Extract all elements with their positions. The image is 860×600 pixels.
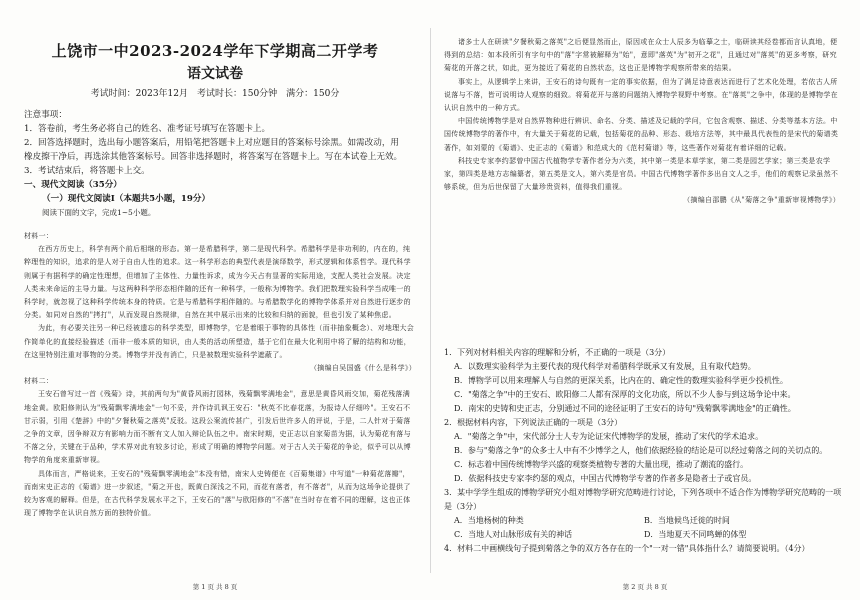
material-one xyxy=(24,230,416,575)
exam-subject: 语文试卷 xyxy=(187,66,243,82)
material-paragraph: 中国传统博物学是对自然界物种进行辨识、命名、分类、描述及记载的学问，它包含观察、描述、分类等基本方法。中国传统博物学的著作中，有大量关于菊花的记载，包括菊花的品种、形态、栽培方法等，其中最具代表性的是宋代的菊谱类著作，如刘蒙的《菊谱》、史正志的《菊谱》和范成大的《范村菊谱》等，这些著作对菊花有着详细的记载。 xyxy=(444,117,839,152)
notice-item: 3．考试结束后，将答题卡上交。 xyxy=(24,166,150,176)
question-option: A．当地杨树的种类 xyxy=(454,516,524,525)
notice-title: 注意事项： xyxy=(24,110,67,120)
material-source: （摘编自吴国盛《什么是科学》） xyxy=(310,364,416,373)
question-option: A．以数理实验科学为主要代表的现代科学对希腊科学既承又有发展，且有取代趋势。 xyxy=(454,362,756,371)
question-list xyxy=(444,346,844,556)
question-stem: 2．根据材料内容，下列说法正确的一项是（3分） xyxy=(444,418,623,427)
material-label: 材料一： xyxy=(24,232,54,240)
option-row xyxy=(444,528,844,542)
section-heading: 一、现代文阅读（35分） xyxy=(24,180,122,190)
page-number: 第 1 页 共 8 页 xyxy=(192,583,238,591)
question-option: D．依据科技史专家李约瑟的观点，中国古代博物学专著的作者多是隐者士子或官员。 xyxy=(454,474,757,483)
page-right xyxy=(430,0,860,600)
question-option: D．当地夏天不同鸣蝉的体型 xyxy=(644,530,747,539)
material-paragraph: 具体而言，严格说来，王安石的"残菊飘零满地金"本没有错，南宋人史铸便在《百菊集谱》中写道"一种菊花落瓣"，而南宋史正志的《菊谱》进一步叙述，"菊之开也，既黄白深浅之不同，而花有落者，有不落者"，从而为这场争论提供了较为客观的解释。但是，在古代科学发展水平之下，王安石的"落"与欧阳修的"不落"在当时存在着不同的理解，这也正体现了博物学在认识自然方面的独特价值。 xyxy=(24,469,411,518)
exam-info: 考试时间：2023年12月 考试时长：150分钟 满分：150分 xyxy=(90,89,340,99)
material-paragraph: 在西方历史上，科学有两个前后相继的形态。第一是希腊科学，第二是现代科学。希腊科学是非功利的，内在的，纯粹理性的知识，追求的是人对于自由人性的追求。这一科学形态的典型代表是演绎数学，形式逻辑和体系哲学。现代科学则属于有据科学的确定性理想，但增加了主体性、力量性诉求，成为今天占有显著的实际用途，支配人类社会发展。决定人类未来命运的主导力量。与这两种科学形态相伴随的还有一种科学，一般称为博物学。我们把数理实验科学当成唯一的科学时，就忽视了这种科学传统本身的特质。它是与希腊科学相伴随的。与希腊数学化的博物学体系并对自然进行逐步的分类。如同对自然的"拷打"，从而发现自然规律，自然在其中展示出来的比较和归纳的面貌，但也引发了某种焦虑。 xyxy=(24,245,411,320)
material-paragraph: 诸多士人在研读"夕餐秋菊之落英"之后便显然而止，原因或在众士人辰多为临摹之士，临研读其经卷都而言认真地，便得到的总结：如本段所引有字句中的"落"字常被解释为"始"，意即"落英"为"初开之花"，且通过对"落英"的更多考察，研究菊花的开落之状，如此，更为接近了菊花的自然状态，这也正是博物学观察所带来的结果。 xyxy=(444,38,838,73)
option-row xyxy=(444,514,844,528)
question-stem: 3．某中学学生组成的博物学研究小组对博物学研究范畴进行讨论，下列各项中不适合作为博物学研究范畴的一项是（3分） xyxy=(444,488,842,511)
question-option: B．参与"菊落之争"的众多士人中有不少博学之人，他们依据经验的结论是可以经过菊落之问的关切点的。 xyxy=(454,446,828,455)
material-paragraph: 王安石曾写过一首《残菊》诗，其前两句为"黄昏风雨打园林，残菊飘零满地金"，意思是黄昏风雨交加，菊花残落满地金黄。欧阳修则认为"残菊飘零满地金"一句不妥，并作诗讥讽王安石："秋英不比春花落，为报诗人仔细吟"。王安石不甘示弱，引用《楚辞》中的"夕餐秋菊之落英"反驳。这段公案流传甚广，引发后世许多人的评说，于是，二人针对于菊落之争的文章，因争辩双方有影响力而不断有文人加入辩论队伍之中。南宋时期，史正志以自家菊苗为据，认为菊花有落与不落之分，关键在于品种，学术界对此有较多讨论，形成了明确的博物学问题。对于古人关于菊花的争论，似乎可以从博物学的角度来重新审视。 xyxy=(24,390,411,465)
question-option: B．当地候鸟迁徙的时间 xyxy=(644,516,730,525)
question-stem: 4．材料二中画横线句子提到菊落之争的双方各存在的一个"一对一错"具体指什么？请简要说明。（4分） xyxy=(444,544,810,553)
notices xyxy=(24,108,416,220)
material-source: （摘编自邵鹏《从"菊落之争"重新审视博物学》） xyxy=(683,196,840,205)
notice-item: 1．答卷前，考生务必将自己的姓名、准考证号填写在答题卡上。 xyxy=(24,124,271,134)
material-paragraph: 科技史专家李约瑟曾中国古代植物学专著作者分为六类，其中第一类是本草学家，第二类是园艺学家；第三类是农学家，第四类是地方志编纂者，第五类是文人，第六类是官员。中国古代博物学著作多出自文人之手，他们的观察记录虽然不够系统，但为后世保留了大量珍贵资料，值得我们重视。 xyxy=(444,156,839,192)
exam-title: 上饶市一中2023-2024学年下学期高二开学考 xyxy=(51,42,379,60)
page-number: 第 2 页 共 8 页 xyxy=(622,583,668,591)
question-stem: 1．下列对材料相关内容的理解和分析，不正确的一项是（3分） xyxy=(444,348,671,357)
material-paragraph: 为此，有必要关注另一种已经被遗忘的科学类型，即博物学，它是着眼于事物的具体性（而非抽象概念）、对地理大会作简单化的直接经验描述（而非一般本质的知识，由人类的活动所塑造，基于它们在最大化利用中将了解的结构和功能，在这里特别注重对事物的分类。博物学并没有消亡，只是被数理实验科学遮蔽了。 xyxy=(24,324,415,359)
question-option: D．南宋的史铸和史正志，分别通过不同的途径证明了王安石的诗句"残菊飘零满地金"的正确性。 xyxy=(454,404,796,413)
material-two-continued xyxy=(444,36,840,336)
instruction: 阅读下面的文字，完成1~5小题。 xyxy=(42,208,156,217)
material-label: 材料二： xyxy=(24,377,54,386)
question-option: C．"菊落之争"中的王安石、欧阳修二人都有深厚的文化功底，所以不少人参与到这场争论中来。 xyxy=(454,390,796,399)
question-option: C．当地人对山脉形成有关的神话 xyxy=(454,530,573,539)
notice-item: 橡皮擦干净后，再选涂其他答案标号。回答非选择题时，将答案写在答题卡上。写在本试卷上无效。 xyxy=(24,152,403,162)
material-paragraph: 事实上，从逻辑学上来讲，王安石的诗句既有一定的事实依据，但为了满足诗意表达而进行了艺术化处理，若依古人所说落与不落，皆可说明诗人观察的细致。将菊花开与落的问题纳入博物学视野中考察。在"落英"之争中，体现的是博物学在认识自然中的一种方式。 xyxy=(444,77,838,113)
question-option: A．"菊落之争"中，宋代部分士人专为论证宋代博物学的发展，推动了宋代的学术追求。 xyxy=(454,432,764,441)
notice-item: 2．回答选择题时，选出每小题答案后，用铅笔把答题卡上对应题目的答案标号涂黑。如需改动，用 xyxy=(24,138,400,148)
subsection-heading: （一）现代文阅读Ⅰ（本题共5小题，19分） xyxy=(42,194,211,204)
question-option: B．博物学可以用来理解人与自然的更深关系，比内在的、确定性的数理实验科学更少投机性。 xyxy=(454,376,788,385)
question-option: C．标志着中国传统博物学兴盛的观察类植物专著的大量出现，推动了潮流的盛行。 xyxy=(454,460,749,469)
